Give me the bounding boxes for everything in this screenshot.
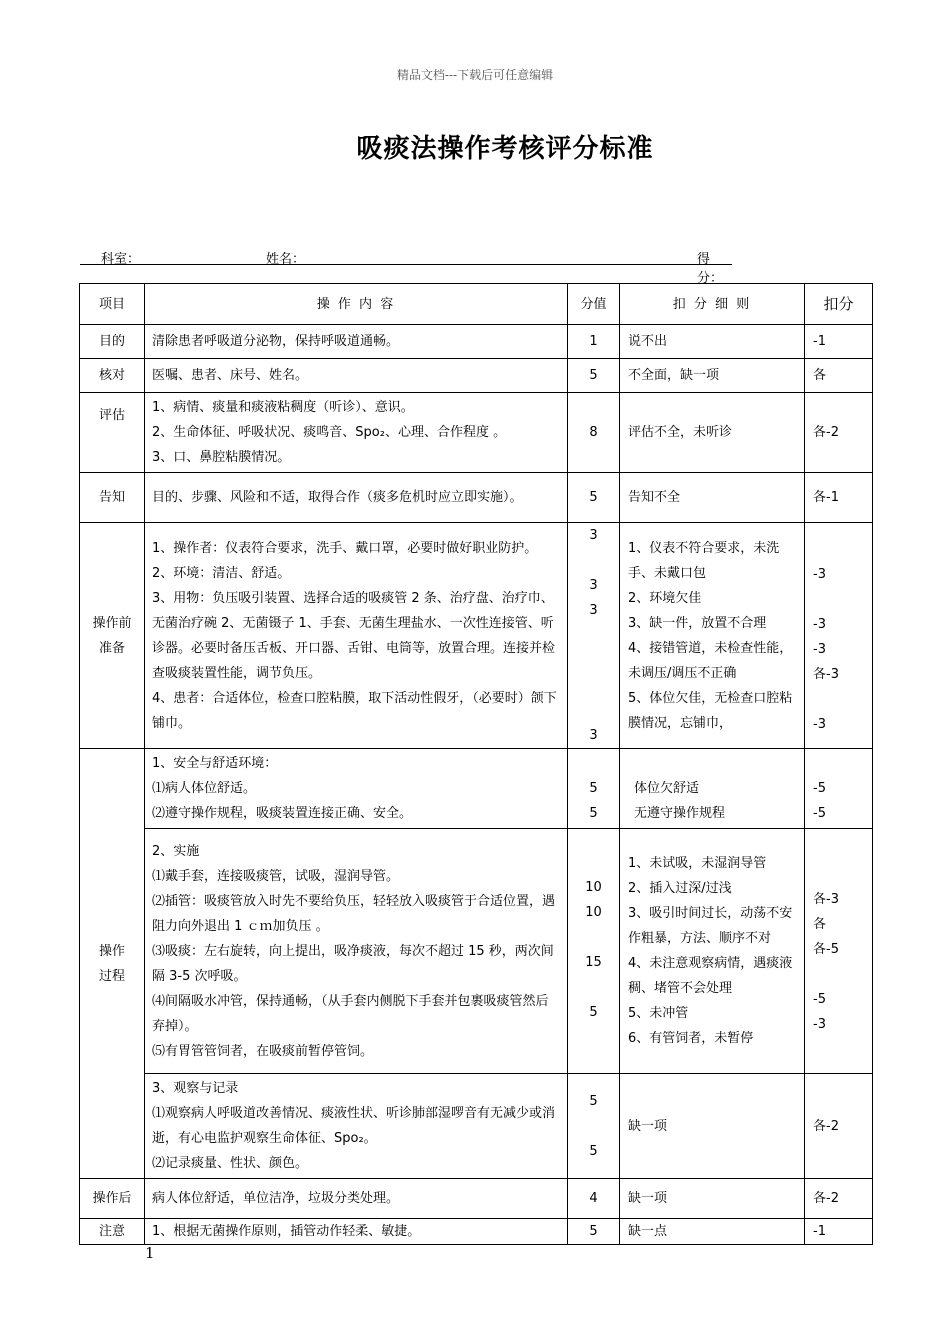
watermark-header: 精品文档---下载后可任意编辑 [396, 68, 554, 82]
row-rule: 说不出 [620, 325, 805, 359]
row-label: 目的 [80, 325, 145, 359]
table-row [80, 749, 873, 829]
rule-line: 2、插入过深/过浅 [628, 881, 732, 896]
name-label: 姓名： [266, 252, 306, 267]
rule-line: 5、体位欠佳，无检查口腔粘膜情况，忘铺巾， [628, 690, 793, 731]
info-line [80, 248, 732, 286]
scoring-table [79, 283, 873, 1245]
row-points [568, 749, 620, 829]
content-line: ⑷间隔吸水冲管，保持通畅，（从手套内侧脱下手套并包裹吸痰管然后弃掉）。 [152, 993, 549, 1034]
deduct-line: -3 [813, 642, 826, 657]
row-rule: 不全面，缺一项 [620, 359, 805, 393]
row-content [145, 829, 568, 1074]
row-deduct: -1 [805, 1219, 873, 1245]
row-label [80, 523, 145, 749]
deduct-line: -5 [813, 806, 826, 821]
rule-line: 2、环境欠佳 [628, 590, 702, 606]
rule-line: 体位欠舒适 [634, 781, 700, 796]
header-deduct: 扣分 [805, 284, 873, 325]
row-deduct: 各 [805, 359, 873, 393]
label-line: 过程 [98, 968, 125, 984]
row-rule: 告知不全 [620, 473, 805, 523]
points-line: 5 [589, 1005, 598, 1020]
page-title: 吸痰法操作考核评分标准 [356, 134, 654, 164]
deduct-line: 各-3 [813, 892, 839, 907]
table-row [80, 1179, 873, 1219]
content-line: 2、环境：清洁、舒适。 [152, 565, 291, 581]
row-rule: 缺一项 [620, 1074, 805, 1179]
deduct-line: 各-5 [813, 942, 839, 957]
content-line: ⑵遵守操作规程，吸痰装置连接正确、安全。 [152, 806, 413, 821]
content-line: 1、安全与舒适环境： [152, 756, 278, 771]
row-points [568, 523, 620, 749]
content-line: 1、操作者：仪表符合要求，洗手、戴口罩，必要时做好职业防护。 [152, 540, 538, 556]
points-line: 10 [585, 905, 602, 920]
row-content: 目的、步骤、风险和不适，取得合作（痰多危机时应立即实施）。 [145, 473, 568, 523]
rule-line: 无遵守操作规程 [634, 806, 726, 821]
score-label: 得分： [697, 252, 724, 286]
points-line: 3 [589, 728, 598, 743]
deduct-line: -3 [813, 567, 826, 582]
row-deduct: 各-2 [805, 1179, 873, 1219]
content-line: 3、口、鼻腔粘膜情况。 [152, 450, 291, 465]
content-line: ⑵插管：吸痰管放入时先不要给负压，轻轻放入吸痰管于合适位置，遇阻力向外退出 1 ｃｍ加负压 。 [152, 893, 556, 934]
deduct-line: 各-3 [813, 667, 839, 682]
row-deduct: -1 [805, 325, 873, 359]
points-line: 3 [589, 578, 598, 593]
row-label: 告知 [80, 473, 145, 523]
content-line: ⑴观察病人呼吸道改善情况、痰液性状、听诊肺部湿啰音有无减少或消逝，有心电监护观察生命体征、Spo₂。 [152, 1106, 556, 1146]
header-item: 项目 [80, 284, 145, 325]
header-points: 分值 [568, 284, 620, 325]
content-line: 1、病情、痰量和痰液粘稠度（听诊）、意识。 [152, 400, 414, 415]
points-line: 5 [589, 1143, 598, 1159]
row-label: 注意 [80, 1219, 145, 1245]
rule-line: 1、未试吸，未湿润导管 [628, 856, 767, 871]
points-line: 5 [589, 806, 598, 821]
row-points: 1 [568, 325, 620, 359]
table-row [80, 829, 873, 1074]
row-label: 评估 [80, 393, 145, 473]
row-points: 4 [568, 1179, 620, 1219]
row-points: 5 [568, 1219, 620, 1245]
rule-line: 4、未注意观察病情，遇痰液稠、堵管不会处理 [628, 956, 793, 996]
row-rule [620, 749, 805, 829]
row-deduct [805, 523, 873, 749]
rule-line: 3、缺一件，放置不合理 [628, 615, 767, 631]
points-line: 5 [589, 1093, 598, 1109]
row-deduct [805, 749, 873, 829]
deduct-line: -5 [813, 992, 826, 1007]
table-row [80, 325, 873, 359]
row-label: 核对 [80, 359, 145, 393]
points-line: 15 [585, 955, 602, 970]
content-line: ⑶吸痰：左右旋转，向上提出，吸净痰液，每次不超过 15 秒，两次间隔 3-5 次呼吸。 [152, 943, 554, 984]
row-rule: 缺一点 [620, 1219, 805, 1245]
row-content: 医嘱、患者、床号、姓名。 [145, 359, 568, 393]
rule-line: 6、有管饲者，未暂停 [628, 1031, 754, 1046]
row-rule [620, 523, 805, 749]
row-points: 5 [568, 359, 620, 393]
row-deduct: 各-2 [805, 393, 873, 473]
deduct-line: -3 [813, 717, 826, 732]
table-header-row [80, 284, 873, 325]
row-rule: 评估不全，未听诊 [620, 393, 805, 473]
row-label: 操作后 [80, 1179, 145, 1219]
label-line: 操作 [98, 943, 125, 959]
table-row [80, 473, 873, 523]
header-rules: 扣 分 细 则 [620, 284, 805, 325]
header-content: 操 作 内 容 [145, 284, 568, 325]
points-line: 10 [585, 880, 602, 895]
content-line: 2、生命体征、呼吸状况、痰鸣音、Spo₂、心理、合作程度 。 [152, 425, 507, 440]
row-content [145, 393, 568, 473]
label-line: 准备 [98, 640, 125, 656]
deduct-line: 各 [813, 917, 827, 932]
row-deduct: 各-2 [805, 1074, 873, 1179]
row-content [145, 523, 568, 749]
table-row [80, 393, 873, 473]
label-line: 操作前 [92, 615, 132, 631]
content-line: ⑴戴手套，连接吸痰管，试吸，湿润导管。 [152, 868, 400, 884]
content-line: ⑴病人体位舒适。 [152, 781, 257, 796]
table-row [80, 1219, 873, 1245]
content-line: 3、用物：负压吸引装置、选择合适的吸痰管 2 条、治疗盘、治疗巾、无菌治疗碗 2、无菌镊子 1、手套、无菌生理盐水、一次性连接管、听诊器。必要时备压舌板、开口器、舌钳、电筒等，放置合理。连接并检查吸痰装置性能，调节负压。 [152, 590, 556, 681]
row-rule: 缺一项 [620, 1179, 805, 1219]
row-deduct: 各-1 [805, 473, 873, 523]
content-line: 3、观察与记录 [152, 1081, 239, 1096]
content-line: 4、患者：合适体位，检查口腔粘膜，取下活动性假牙，（必要时）颌下铺巾。 [152, 690, 557, 731]
row-points [568, 829, 620, 1074]
content-line: ⑵记录痰量、性状、颜色。 [152, 1156, 309, 1171]
points-line: 3 [589, 528, 598, 543]
rule-line: 4、接错管道，未检查性能，未调压/调压不正确 [628, 640, 793, 681]
deduct-line: -3 [813, 1017, 826, 1032]
row-content: 1、根据无菌操作原则，插管动作轻柔、敏捷。 [145, 1219, 568, 1245]
row-content [145, 749, 568, 829]
row-points: 8 [568, 393, 620, 473]
row-content [145, 1074, 568, 1179]
row-rule [620, 829, 805, 1074]
rule-line: 3、吸引时间过长，动荡不安 作粗暴，方法、顺序不对 [628, 906, 793, 946]
row-content: 清除患者呼吸道分泌物，保持呼吸道通畅。 [145, 325, 568, 359]
table-row [80, 523, 873, 749]
deduct-line: -5 [813, 781, 826, 796]
deduct-line: -3 [813, 617, 826, 632]
rule-line: 5、未冲管 [628, 1006, 689, 1021]
row-content: 病人体位舒适，单位洁净，垃圾分类处理。 [145, 1179, 568, 1219]
table-row [80, 359, 873, 393]
rule-line: 1、仪表不符合要求，未洗手、未戴口包 [628, 540, 780, 581]
points-line: 3 [589, 603, 598, 618]
content-line: 2、实施 [152, 843, 200, 859]
row-label [80, 749, 145, 1179]
row-deduct [805, 829, 873, 1074]
table-row [80, 1074, 873, 1179]
row-points [568, 1074, 620, 1179]
row-points: 5 [568, 473, 620, 523]
content-line: ⑸有胃管管饲者，在吸痰前暂停管饲。 [152, 1043, 374, 1059]
dept-label: 科室： [101, 252, 141, 267]
points-line: 5 [589, 781, 598, 796]
page-number: 1 [145, 1244, 155, 1262]
